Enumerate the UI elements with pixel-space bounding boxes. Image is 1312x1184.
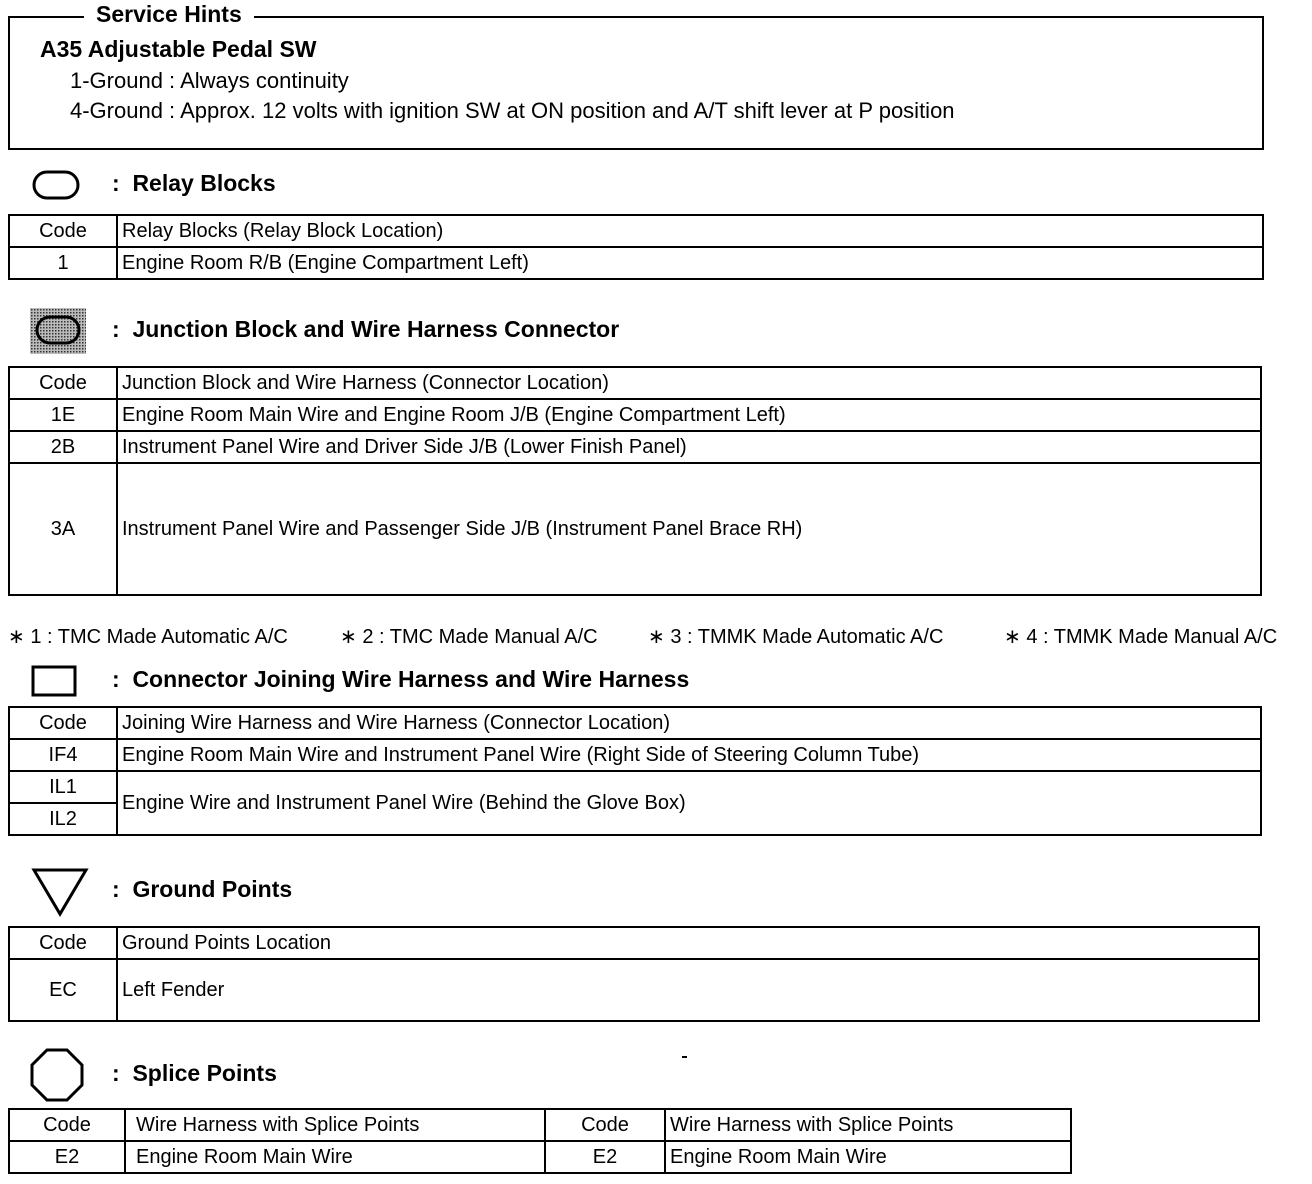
code-header: Code <box>9 927 117 959</box>
code-cell: 1E <box>9 399 117 431</box>
table-row <box>9 247 1263 279</box>
relay-blocks-table <box>8 214 1264 280</box>
code-header: Code <box>9 215 117 247</box>
inverted-triangle-icon <box>30 866 90 918</box>
table-row <box>9 463 1261 595</box>
code-cell: EC <box>9 959 117 1021</box>
table-row <box>9 1141 1071 1173</box>
location-header: Joining Wire Harness and Wire Harness (Connector Location) <box>117 707 1261 739</box>
code-cell: 2B <box>9 431 117 463</box>
wire-harness-cell: Engine Room Main Wire <box>665 1141 1071 1173</box>
code-cell: 3A <box>9 463 117 595</box>
table-header-row <box>9 927 1259 959</box>
octagon-icon <box>28 1046 86 1104</box>
code-cell: IL2 <box>9 803 117 835</box>
code-cell: IF4 <box>9 739 117 771</box>
connector-table <box>8 706 1262 836</box>
rounded-rectangle-icon <box>30 168 82 202</box>
code-cell: IL1 <box>9 771 117 803</box>
wire-harness-header: Wire Harness with Splice Points <box>665 1109 1071 1141</box>
location-cell: Engine Wire and Instrument Panel Wire (Behind the Glove Box) <box>117 771 1261 835</box>
wire-harness-header: Wire Harness with Splice Points <box>125 1109 545 1141</box>
shaded-rounded-rectangle-icon <box>28 306 88 356</box>
location-cell: Engine Room Main Wire and Instrument Panel Wire (Right Side of Steering Column Tube) <box>117 739 1261 771</box>
splice-points-table <box>8 1108 1072 1174</box>
location-header: Relay Blocks (Relay Block Location) <box>117 215 1263 247</box>
junction-block-title: : Junction Block and Wire Harness Connector <box>112 316 620 342</box>
table-row <box>9 959 1259 1021</box>
table-header-row <box>9 215 1263 247</box>
table-header-row <box>9 367 1261 399</box>
table-row <box>9 399 1261 431</box>
service-hint-line-2: 4-Ground : Approx. 12 volts with ignition SW at ON position and A/T shift lever at P position <box>70 98 955 123</box>
location-header: Junction Block and Wire Harness (Connector Location) <box>117 367 1261 399</box>
code-header: Code <box>545 1109 665 1141</box>
location-header: Ground Points Location <box>117 927 1259 959</box>
connector-joining-title: : Connector Joining Wire Harness and Wire Harness <box>112 666 690 692</box>
code-cell: E2 <box>545 1141 665 1173</box>
footnote-4: ∗ 4 : TMMK Made Manual A/C <box>1004 626 1278 648</box>
code-header: Code <box>9 367 117 399</box>
footnote-2: ∗ 2 : TMC Made Manual A/C <box>340 626 598 648</box>
location-cell: Engine Room Main Wire and Engine Room J/B (Engine Compartment Left) <box>117 399 1261 431</box>
table-header-row <box>9 707 1261 739</box>
rectangle-icon <box>30 664 78 698</box>
footnote-3: ∗ 3 : TMMK Made Automatic A/C <box>648 626 944 648</box>
table-row <box>9 739 1261 771</box>
code-cell: E2 <box>9 1141 125 1173</box>
stray-mark <box>682 1056 687 1058</box>
code-header: Code <box>9 707 117 739</box>
table-header-row <box>9 1109 1071 1141</box>
location-cell: Left Fender <box>117 959 1259 1021</box>
code-cell: 1 <box>9 247 117 279</box>
ground-points-title: : Ground Points <box>112 876 293 902</box>
location-cell: Instrument Panel Wire and Driver Side J/B (Lower Finish Panel) <box>117 431 1261 463</box>
footnote-1: ∗ 1 : TMC Made Automatic A/C <box>8 626 288 648</box>
code-header: Code <box>9 1109 125 1141</box>
table-row <box>9 771 1261 803</box>
service-hint-line-1: 1-Ground : Always continuity <box>70 68 349 93</box>
relay-blocks-title: : Relay Blocks <box>112 170 276 196</box>
junction-block-table <box>8 366 1262 596</box>
ground-points-table <box>8 926 1260 1022</box>
location-cell: Instrument Panel Wire and Passenger Side J/B (Instrument Panel Brace RH) <box>117 463 1261 595</box>
table-row <box>9 431 1261 463</box>
location-cell: Engine Room R/B (Engine Compartment Left) <box>117 247 1263 279</box>
splice-points-title: : Splice Points <box>112 1060 277 1086</box>
wire-harness-cell: Engine Room Main Wire <box>125 1141 545 1173</box>
service-hints-title: Service Hints <box>84 0 254 28</box>
service-hints-heading: A35 Adjustable Pedal SW <box>40 36 317 62</box>
